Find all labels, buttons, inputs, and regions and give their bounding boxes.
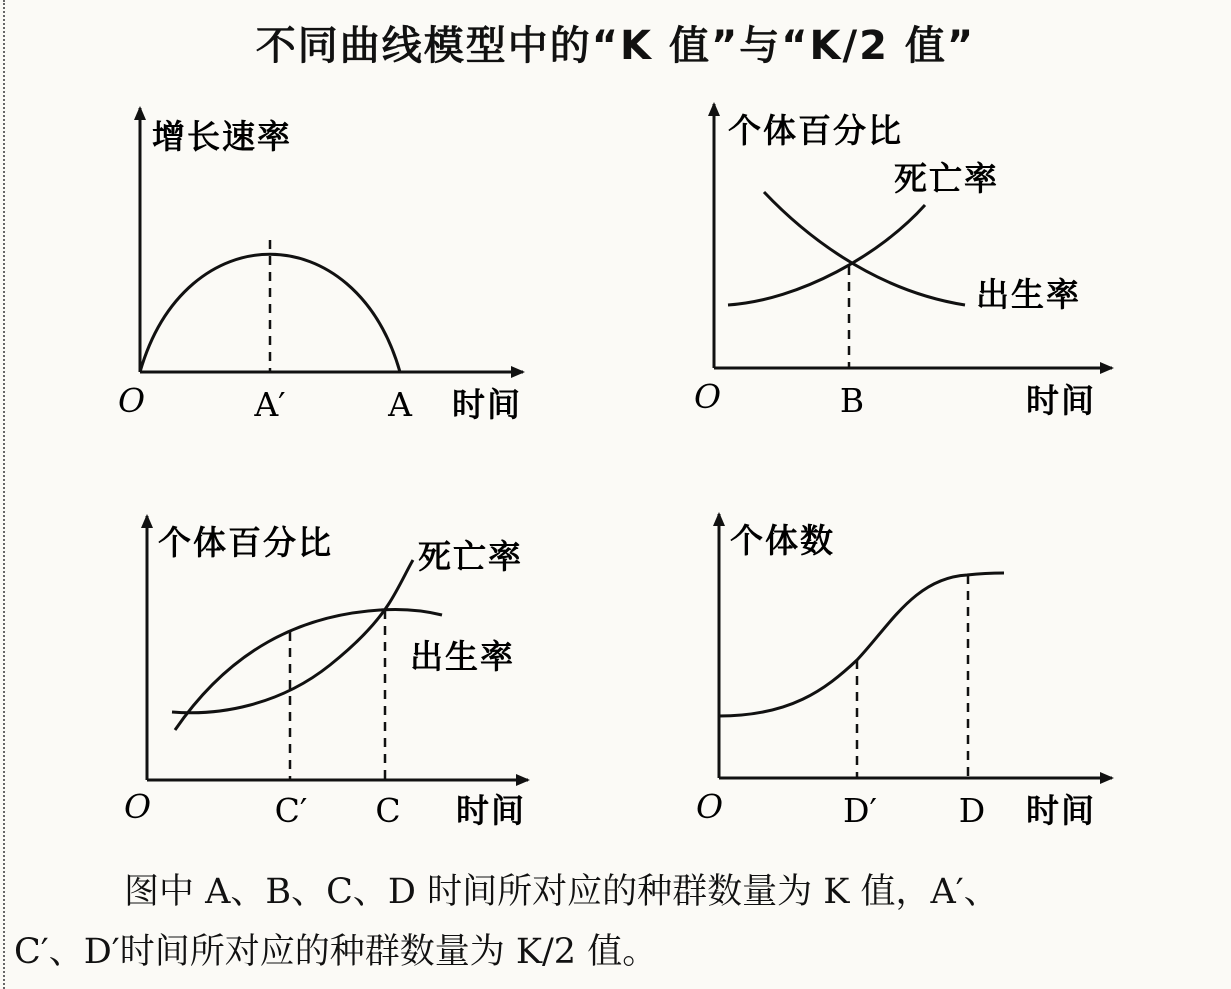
birth-rate-curve: [764, 192, 965, 305]
origin-label: O: [694, 377, 722, 416]
origin-label: O: [696, 787, 724, 826]
panel-population-s-curve: [696, 514, 1112, 830]
death-rate-curve: [728, 205, 925, 305]
y-axis-label: 个体百分比: [728, 111, 903, 150]
tick-label-d: D: [958, 791, 986, 830]
death-rate-label: 死亡率: [418, 537, 523, 576]
figure-title: 不同曲线模型中的“K 值”与“K/2 值”: [255, 23, 976, 69]
x-axis-label: 时间: [452, 385, 522, 424]
birth-rate-label: 出生率: [410, 637, 515, 676]
s-shaped-growth-curve: [719, 573, 1004, 716]
x-axis-label: 时间: [456, 791, 526, 830]
panel-birth-death-b: [694, 104, 1112, 420]
tick-label-c-prime: C′: [274, 791, 308, 830]
death-rate-label: 死亡率: [894, 159, 999, 198]
origin-label: O: [124, 787, 152, 826]
tick-label-b: B: [839, 381, 865, 420]
tick-label-c: C: [375, 791, 401, 830]
x-axis-label: 时间: [1026, 381, 1096, 420]
x-axis-label: 时间: [1026, 791, 1096, 830]
caption-line-1: 图中 A、B、C、D 时间所对应的种群数量为 K 值，A′、: [124, 872, 999, 912]
tick-label-a-prime: A′: [254, 385, 286, 424]
tick-label-a: A: [388, 385, 412, 424]
birth-rate-label: 出生率: [976, 275, 1081, 314]
y-axis-label: 个体数: [730, 521, 835, 560]
tick-label-d-prime: D′: [843, 791, 877, 830]
caption-line-2: C′、D′时间所对应的种群数量为 K/2 值。: [14, 932, 658, 972]
panel-birth-death-c: [124, 516, 528, 830]
origin-label: O: [118, 381, 146, 420]
caption: [14, 862, 1224, 982]
panel-growth-rate: [118, 108, 523, 424]
y-axis-label: 增长速率: [152, 117, 292, 156]
y-axis-label: 个体百分比: [158, 523, 333, 562]
